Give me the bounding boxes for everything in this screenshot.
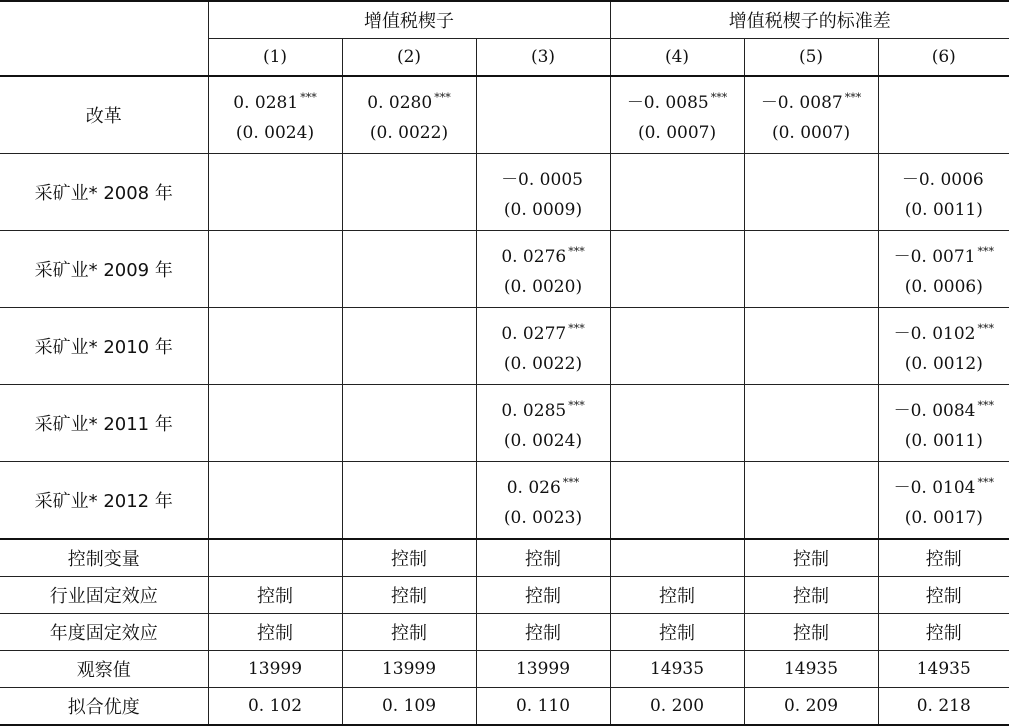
- significance-stars: ***: [977, 475, 994, 489]
- summary-cell: 控制: [208, 614, 342, 651]
- summary-cell: 控制: [476, 614, 610, 651]
- row-label: 控制变量: [0, 539, 208, 577]
- summary-cell: 控制: [476, 539, 610, 577]
- coefficient-cell: [208, 154, 342, 231]
- summary-cell: 控制: [342, 539, 476, 577]
- summary-rows: [0, 539, 1009, 725]
- coefficient-cell: [208, 462, 342, 540]
- coefficient-number: 0. 026: [506, 477, 561, 498]
- coefficient-cell: [342, 231, 476, 308]
- significance-stars: ***: [568, 398, 585, 412]
- coefficient-number: －0. 0071: [893, 246, 976, 267]
- coefficient-value: [879, 314, 1010, 349]
- summary-cell: 控制: [744, 614, 878, 651]
- column-header: (2): [342, 39, 476, 77]
- coefficient-cell: [208, 231, 342, 308]
- standard-error: (0. 0023): [503, 507, 583, 528]
- summary-cell: 0. 102: [208, 688, 342, 726]
- coefficient-value: [879, 391, 1010, 426]
- row-label: 观察值: [0, 651, 208, 688]
- column-header: (1): [208, 39, 342, 77]
- summary-cell: 控制: [878, 577, 1009, 614]
- coefficient-value: [745, 83, 878, 118]
- table-row: [0, 231, 1009, 308]
- coefficient-value: [477, 391, 610, 426]
- summary-row: [0, 577, 1009, 614]
- coefficient-value: [209, 83, 342, 118]
- table-row: [0, 154, 1009, 231]
- coefficient-cell: [208, 76, 342, 154]
- coefficient-cell: [476, 231, 610, 308]
- summary-cell: 控制: [744, 577, 878, 614]
- table-row: [0, 308, 1009, 385]
- coefficient-cell: [208, 308, 342, 385]
- standard-error: (0. 0017): [904, 507, 983, 528]
- standard-error: (0. 0022): [369, 122, 449, 143]
- column-header: (4): [610, 39, 744, 77]
- summary-cell: 0. 209: [744, 688, 878, 726]
- coefficient-cell: [744, 462, 878, 540]
- coefficient-cell: [208, 385, 342, 462]
- coefficient-cell: [744, 385, 878, 462]
- coefficient-cell: [744, 76, 878, 154]
- significance-stars: ***: [977, 244, 994, 258]
- significance-stars: ***: [300, 90, 317, 104]
- significance-stars: ***: [434, 90, 451, 104]
- coefficient-number: 0. 0276: [501, 246, 567, 267]
- group-header-vat-wedge: 增值税楔子: [208, 1, 610, 39]
- coefficient-value: [477, 237, 610, 272]
- header-row-groups: [0, 1, 1009, 39]
- coefficient-value: [611, 83, 744, 118]
- summary-cell: 控制: [878, 539, 1009, 577]
- standard-error: (0. 0007): [771, 122, 851, 143]
- summary-cell: [208, 539, 342, 577]
- coefficient-cell: [878, 76, 1009, 154]
- row-label: 采矿业* 2009 年: [0, 231, 208, 308]
- coefficient-cell: [744, 308, 878, 385]
- coefficient-cell: [476, 154, 610, 231]
- summary-cell: 14935: [878, 651, 1009, 688]
- summary-row: [0, 688, 1009, 726]
- significance-stars: ***: [977, 321, 994, 335]
- summary-cell: 13999: [342, 651, 476, 688]
- standard-error: (0. 0011): [904, 430, 983, 451]
- coefficient-cell: [342, 462, 476, 540]
- standard-error: (0. 0011): [904, 199, 983, 220]
- summary-cell: 控制: [744, 539, 878, 577]
- coefficient-cell: [610, 76, 744, 154]
- table-row: [0, 385, 1009, 462]
- standard-error: (0. 0020): [503, 276, 583, 297]
- row-label: 采矿业* 2012 年: [0, 462, 208, 540]
- summary-row: [0, 651, 1009, 688]
- column-header: (5): [744, 39, 878, 77]
- coefficient-cell: [610, 385, 744, 462]
- coefficient-cell: [610, 231, 744, 308]
- coefficient-value: [477, 314, 610, 349]
- summary-cell: 0. 200: [610, 688, 744, 726]
- coefficient-number: 0. 0285: [501, 400, 567, 421]
- row-label: 年度固定效应: [0, 614, 208, 651]
- table-row: [0, 76, 1009, 154]
- column-header: (3): [476, 39, 610, 77]
- significance-stars: ***: [568, 321, 585, 335]
- coefficient-cell: [476, 385, 610, 462]
- summary-cell: [610, 539, 744, 577]
- significance-stars: ***: [977, 398, 994, 412]
- coefficient-number: 0. 0277: [501, 323, 567, 344]
- coefficient-cell: [342, 154, 476, 231]
- summary-row: [0, 539, 1009, 577]
- summary-cell: 0. 218: [878, 688, 1009, 726]
- coefficient-cell: [342, 76, 476, 154]
- coefficient-value: [879, 237, 1010, 272]
- coefficient-cell: [476, 308, 610, 385]
- corner-cell: [0, 1, 208, 76]
- summary-cell: 0. 109: [342, 688, 476, 726]
- significance-stars: ***: [844, 90, 862, 104]
- standard-error: (0. 0022): [503, 353, 583, 374]
- coefficient-cell: [342, 308, 476, 385]
- coefficient-number: －0. 0084: [893, 400, 976, 421]
- coefficient-cell: [878, 462, 1009, 540]
- row-label: 行业固定效应: [0, 577, 208, 614]
- standard-error: (0. 0006): [904, 276, 983, 297]
- coefficient-cell: [744, 231, 878, 308]
- summary-cell: 控制: [342, 577, 476, 614]
- row-label: 采矿业* 2011 年: [0, 385, 208, 462]
- row-label: 采矿业* 2010 年: [0, 308, 208, 385]
- standard-error: (0. 0024): [235, 122, 315, 143]
- coefficient-cell: [744, 154, 878, 231]
- summary-cell: 14935: [744, 651, 878, 688]
- coefficient-cell: [476, 462, 610, 540]
- coefficient-cell: [610, 462, 744, 540]
- standard-error: (0. 0007): [637, 122, 717, 143]
- summary-cell: 控制: [610, 577, 744, 614]
- table-row: [0, 462, 1009, 540]
- coefficient-cell: [342, 385, 476, 462]
- row-label: 采矿业* 2008 年: [0, 154, 208, 231]
- significance-stars: ***: [562, 475, 580, 489]
- standard-error: (0. 0009): [503, 199, 583, 220]
- coefficient-number: －0. 0087: [760, 92, 843, 113]
- coefficient-value: [477, 160, 610, 195]
- summary-cell: 13999: [208, 651, 342, 688]
- row-label: 拟合优度: [0, 688, 208, 726]
- coefficient-value: [879, 468, 1010, 503]
- coefficient-number: －0. 0085: [626, 92, 709, 113]
- coefficient-cell: [878, 231, 1009, 308]
- coefficient-number: 0. 0280: [367, 92, 433, 113]
- coefficient-value: [477, 468, 610, 503]
- summary-cell: 14935: [610, 651, 744, 688]
- coefficient-cell: [878, 308, 1009, 385]
- row-label: 改革: [0, 76, 208, 154]
- coefficient-value: [343, 83, 476, 118]
- group-header-vat-wedge-sd: 增值税楔子的标准差: [610, 1, 1009, 39]
- coefficient-cell: [476, 76, 610, 154]
- significance-stars: ***: [710, 90, 728, 104]
- summary-cell: 控制: [878, 614, 1009, 651]
- coefficient-number: －0. 0102: [893, 323, 976, 344]
- coefficient-number: －0. 0006: [901, 169, 984, 190]
- significance-stars: ***: [568, 244, 585, 258]
- summary-cell: 控制: [476, 577, 610, 614]
- summary-cell: 13999: [476, 651, 610, 688]
- summary-cell: 0. 110: [476, 688, 610, 726]
- coefficient-number: －0. 0005: [501, 169, 583, 190]
- coefficient-cell: [610, 154, 744, 231]
- coefficient-cell: [610, 308, 744, 385]
- summary-cell: 控制: [342, 614, 476, 651]
- standard-error: (0. 0012): [904, 353, 983, 374]
- column-header: (6): [878, 39, 1009, 77]
- coefficient-value: [879, 160, 1010, 195]
- summary-cell: 控制: [208, 577, 342, 614]
- coefficient-number: －0. 0104: [893, 477, 976, 498]
- summary-cell: 控制: [610, 614, 744, 651]
- coefficient-cell: [878, 385, 1009, 462]
- standard-error: (0. 0024): [503, 430, 583, 451]
- coefficient-rows: [0, 76, 1009, 539]
- coefficient-number: 0. 0281: [233, 92, 299, 113]
- coefficient-cell: [878, 154, 1009, 231]
- summary-row: [0, 614, 1009, 651]
